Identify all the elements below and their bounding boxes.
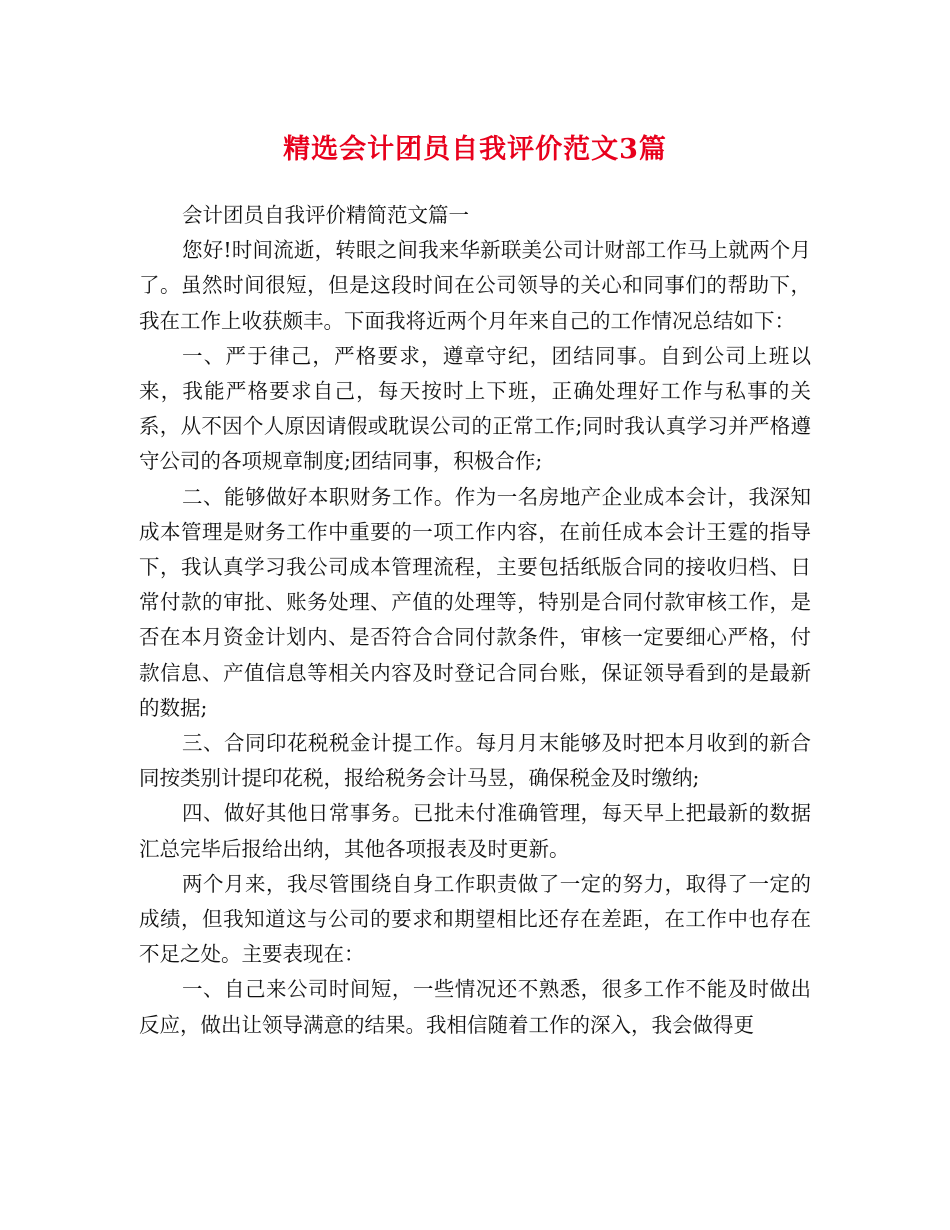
paragraph: 一、严于律己，严格要求，遵章守纪，团结同事。自到公司上班以来，我能严格要求自己，每天按时上下班，正确处理好工作与私事的关系，从不因个人原因请假或耽误公司的正常工作;同时我认真学习并严格遵守公司的各项规章制度;团结同事，积极合作; (139, 343, 811, 474)
paragraph: 二、能够做好本职财务工作。作为一名房地产企业成本会计，我深知成本管理是财务工作中重要的一项工作内容，在前任成本会计王霆的指导下，我认真学习我公司成本管理流程，主要包括纸版合同的接收归档、日常付款的审批、账务处理、产值的处理等，特别是合同付款审核工作，是否在本月资金计划内、是否符合合同付款条件，审核一定要细心严格，付款信息、产值信息等相关内容及时登记合同台账，保证领导看到的是最新的数据; (139, 484, 811, 720)
paragraph: 四、做好其他日常事务。已批未付准确管理，每天早上把最新的数据汇总完毕后报给出纳，其他各项报表及时更新。 (139, 801, 811, 861)
paragraph: 一、自己来公司时间短，一些情况还不熟悉，很多工作不能及时做出反应，做出让领导满意的结果。我相信随着工作的深入，我会做得更 (139, 977, 811, 1037)
document-body (139, 198, 811, 1043)
paragraph: 两个月来，我尽管围绕自身工作职责做了一定的努力，取得了一定的成绩，但我知道这与公司的要求和期望相比还存在差距，在工作中也存在不足之处。主要表现在： (139, 871, 811, 967)
section-heading: 会计团员自我评价精简范文篇一 (182, 203, 470, 227)
paragraph: 您好!时间流逝，转眼之间我来华新联美公司计财部工作马上就两个月了。虽然时间很短，但是这段时间在公司领导的关心和同事们的帮助下，我在工作上收获颇丰。下面我将近两个月年来自己的工作情况总结如下： (139, 238, 811, 333)
paragraph: 三、合同印花税税金计提工作。每月月末能够及时把本月收到的新合同按类别计提印花税，报给税务会计马昱，确保税金及时缴纳; (139, 731, 811, 791)
document-title: 精选会计团员自我评价范文3篇 (283, 134, 667, 165)
